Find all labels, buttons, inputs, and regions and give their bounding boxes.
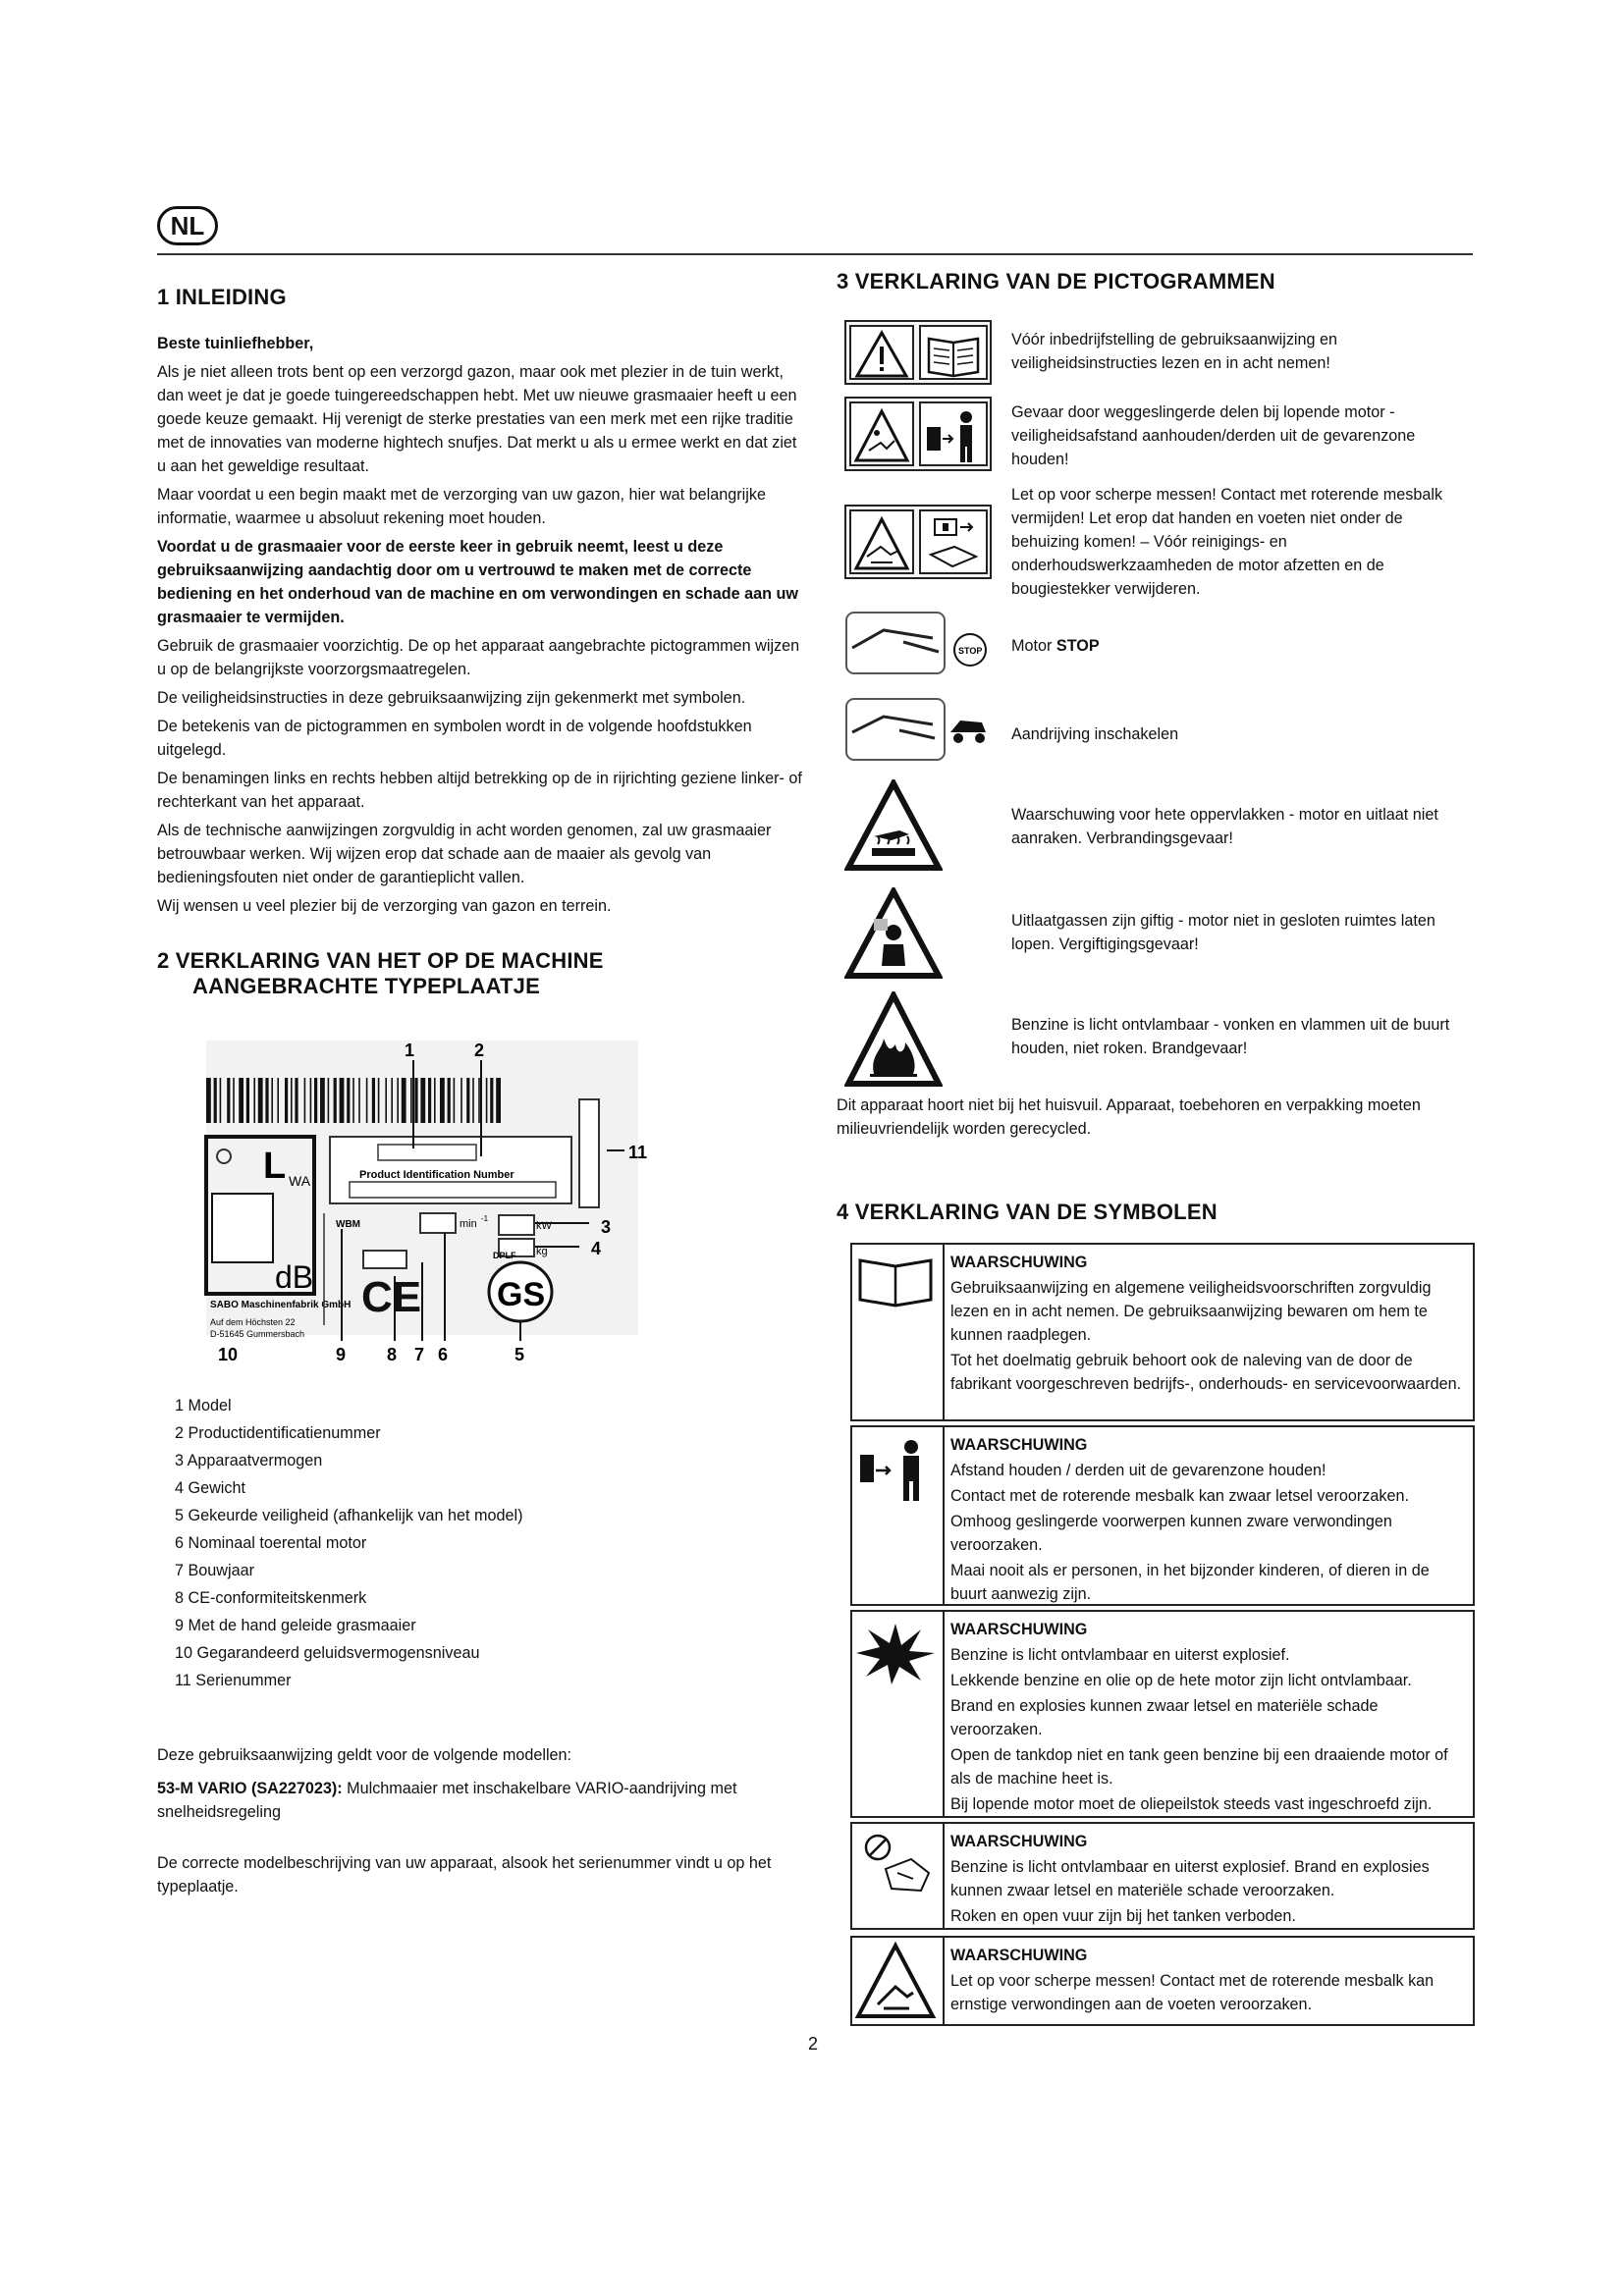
manual-book-icon: [919, 325, 988, 380]
symbol-title: WAARSCHUWING: [950, 1621, 1088, 1638]
symbol-title: WAARSCHUWING: [950, 1947, 1088, 1964]
symbol-row: [850, 1425, 1475, 1606]
symbol-description: [950, 1433, 1465, 1608]
kw-label: kW: [536, 1220, 552, 1232]
pin-label: Product Identification Number: [359, 1169, 514, 1181]
legend-item: 8 CE-conformiteitskenmerk: [175, 1589, 367, 1607]
intro-paragraph-8: Als de technische aanwijzingen zorgvuldig in acht worden genomen, zal uw grasmaaier betrouwbaar werken. Wij wijzen erop dat schade aan de maaier als gevolg van bedieningsfouten niet onder de garantieplicht vallen.: [157, 822, 772, 886]
symbol-line: Brand en explosies kunnen zwaar letsel en materiële schade veroorzaken.: [950, 1697, 1379, 1738]
warning-triangle-icon: [849, 325, 914, 380]
section4-heading: 4 VERKLARING VAN DE SYMBOLEN: [837, 1200, 1218, 1224]
symbol-description: [950, 1830, 1465, 1930]
callout-4: 4: [591, 1239, 602, 1258]
type-plate-legend: [175, 1392, 764, 1694]
pictogram-item: [844, 397, 1473, 471]
model-description: [157, 1777, 805, 1824]
sharp-blade-icon: [849, 509, 914, 574]
section2-heading-line1: 2 VERKLARING VAN HET OP DE MACHINE: [157, 948, 604, 973]
fire-hazard-icon: [844, 991, 943, 1090]
explosion-icon: [852, 1612, 945, 1816]
intro-paragraph-1: Als je niet alleen trots bent op een verzorgd gazon, maar ook met plezier in de tuin werkt, dan weet je dat je goede tuingereedschappen hebt. Met uw nieuwe grasmaaier heeft u een goede keuze gemaakt. Hij verenigt de sterke prestaties van een merk met een rijke traditie met de innovaties van moderne hightech snufjes. Dat merkt u als u ermee werkt en dat ziet u aan het geweldige resultaat.: [157, 363, 797, 475]
db-symbol: dB: [275, 1259, 314, 1295]
pictogram-description: Waarschuwing voor hete oppervlakken - motor en uitlaat niet aanraken. Verbrandingsgevaar!: [1011, 806, 1438, 847]
legend-item: 6 Nominaal toerental motor: [175, 1534, 367, 1552]
motor-stop-icon: [844, 609, 992, 683]
legend-item: 2 Productidentificatienummer: [175, 1424, 381, 1442]
callout-6: 6: [438, 1345, 449, 1364]
symbol-line: Maai nooit als er personen, in het bijzonder kinderen, of dieren in de buurt aanwezig zijn.: [950, 1562, 1430, 1603]
gs-mark: GS: [497, 1276, 546, 1313]
section2-heading-line2: AANGEBRACHTE TYPEPLAATJE: [192, 974, 540, 998]
greeting: Beste tuinliefhebber,: [157, 335, 314, 352]
motor-stop-bold: STOP: [1056, 637, 1100, 655]
model-name: 53-M VARIO (SA227023):: [157, 1780, 343, 1797]
symbol-row: [850, 1610, 1475, 1818]
min-superscript: -1: [481, 1214, 489, 1223]
section1-body: [157, 332, 805, 923]
pictogram-item: [844, 486, 1473, 598]
manual-book-icon: [852, 1245, 945, 1419]
maker-address-1: Auf dem Höchsten 22: [210, 1317, 296, 1327]
models-intro: Deze gebruiksaanwijzing geldt voor de volgende modellen:: [157, 1746, 572, 1764]
callout-2: 2: [474, 1041, 485, 1060]
toxic-fumes-icon: [844, 887, 943, 982]
pictogram-description: Uitlaatgassen zijn giftig - motor niet in gesloten ruimtes laten lopen. Vergiftigingsgevaar!: [1011, 912, 1435, 953]
pictogram-description: [1011, 634, 1473, 658]
pictogram-label: [844, 505, 992, 579]
pictogram-item: [844, 887, 1473, 982]
symbol-title: WAARSCHUWING: [950, 1254, 1088, 1271]
stop-sign-label: STOP: [958, 646, 983, 656]
legend-item: 3 Apparaatvermogen: [175, 1452, 323, 1469]
models-block: [157, 1743, 805, 1903]
intro-paragraph-9: Wij wensen u veel plezier bij de verzorging van gazon en terrein.: [157, 897, 612, 915]
dplf-label: DPLF: [493, 1251, 516, 1260]
hot-surface-icon: [844, 779, 943, 874]
lwa-subscript: WA: [289, 1173, 311, 1189]
symbol-description: [950, 1618, 1465, 1818]
intro-paragraph-4: Gebruik de grasmaaier voorzichtig. De op het apparaat aangebrachte pictogrammen wijzen u op de belangrijkste voorzorgsmaatregelen.: [157, 637, 800, 678]
intro-paragraph-2: Maar voordat u een begin maakt met de verzorging van uw gazon, hier wat belangrijke informatie, waarmee u absoluut rekening moet houden.: [157, 486, 766, 527]
legend-item: 11 Serienummer: [175, 1672, 292, 1689]
intro-paragraph-3: Voordat u de grasmaaier voor de eerste keer in gebruik neemt, leest u deze gebruiksaanwijzing aandachtig door om u vertrouwd te maken met de correcte bediening en het onderhoud van de machine en om verwondingen en schade aan uw grasmaaier te vermijden.: [157, 538, 799, 626]
page-number: 2: [807, 2034, 818, 2054]
section1-heading: 1 INLEIDING: [157, 285, 287, 309]
symbol-line: Tot het doelmatig gebruik behoort ook de naleving van de door de fabrikant voorgeschreven bedrijfs-, onderhouds- en servicevoorwaarden.: [950, 1352, 1462, 1393]
legend-item: 9 Met de hand geleide grasmaaier: [175, 1617, 416, 1634]
symbol-line: Omhoog geslingerde voorwerpen kunnen zware verwondingen veroorzaken.: [950, 1513, 1392, 1554]
pictogram-description: Let op voor scherpe messen! Contact met roterende mesbalk vermijden! Let erop dat handen en voeten niet onder de behuizing komen! – Vóór reinigings- en onderhoudswerkzaamheden de motor afzetten en de bougiestekker verwijderen.: [1011, 486, 1443, 598]
model-desc: Mulchmaaier met inschakelbare VARIO-aandrijving met snelheidsregeling: [157, 1780, 737, 1821]
pictogram-description: Benzine is licht ontvlambaar - vonken en vlammen uit de buurt houden, niet roken. Brandgevaar!: [1011, 1016, 1450, 1057]
callout-11: 11: [628, 1143, 648, 1162]
spark-plug-icon: [919, 509, 988, 574]
disposal-note: Dit apparaat hoort niet bij het huisvuil. Apparaat, toebehoren en verpakking moeten milieuvriendelijk worden gerecycled.: [837, 1096, 1421, 1138]
pictogram-label: [844, 397, 992, 471]
pictogram-description: Vóór inbedrijfstelling de gebruiksaanwijzing en veiligheidsinstructies lezen en in acht nemen!: [1011, 331, 1338, 372]
min-label: min: [460, 1218, 477, 1230]
blade-foot-warning-icon: [852, 1938, 945, 2024]
callout-8: 8: [387, 1345, 398, 1364]
symbol-line: Open de tankdop niet en tank geen benzine bij een draaiende motor of als de machine heet is.: [950, 1746, 1448, 1788]
symbol-line: Afstand houden / derden uit de gevarenzone houden!: [950, 1462, 1326, 1479]
symbol-line: Roken en open vuur zijn bij het tanken verboden.: [950, 1907, 1296, 1925]
pictogram-item: [844, 991, 1473, 1090]
callout-3: 3: [601, 1217, 612, 1237]
symbol-row: [850, 1936, 1475, 2026]
legend-item: 7 Bouwjaar: [175, 1562, 254, 1579]
symbol-title: WAARSCHUWING: [950, 1833, 1088, 1850]
thrown-objects-icon: [849, 401, 914, 466]
intro-paragraph-5: De veiligheidsinstructies in deze gebruiksaanwijzing zijn gekenmerkt met symbolen.: [157, 689, 746, 707]
pictogram-item: [844, 779, 1473, 874]
maker-address-2: D-51645 Gummersbach: [210, 1329, 305, 1339]
symbol-line: Bij lopende motor moet de oliepeilstok steeds vast ingeschroefd zijn.: [950, 1795, 1433, 1813]
callout-10: 10: [218, 1345, 239, 1364]
motor-stop-text: Motor: [1011, 637, 1056, 655]
intro-paragraph-7: De benamingen links en rechts hebben altijd betrekking op de in rijrichting geziene linker- of rechterkant van het apparaat.: [157, 770, 802, 811]
header-rule: [157, 253, 1473, 255]
serial-note: De correcte modelbeschrijving van uw apparaat, alsook het serienummer vindt u op het typeplaatje.: [157, 1854, 772, 1896]
callout-9: 9: [336, 1345, 347, 1364]
callout-7: 7: [414, 1345, 425, 1364]
symbol-title: WAARSCHUWING: [950, 1436, 1088, 1454]
no-smoking-refuel-icon: [852, 1824, 945, 1928]
symbol-description: [950, 1251, 1465, 1398]
legend-item: 1 Model: [175, 1397, 232, 1415]
section3-heading: 3 VERKLARING VAN DE PICTOGRAMMEN: [837, 269, 1275, 294]
type-plate-diagram: [196, 1031, 687, 1384]
legend-item: 10 Gegarandeerd geluidsvermogensniveau: [175, 1644, 480, 1662]
callout-5: 5: [514, 1345, 525, 1364]
engage-drive-icon: [844, 693, 992, 768]
symbol-line: Let op voor scherpe messen! Contact met de roterende mesbalk kan ernstige verwondingen aan de voeten veroorzaken.: [950, 1972, 1435, 2013]
kg-label: kg: [536, 1246, 548, 1257]
symbol-line: Contact met de roterende mesbalk kan zwaar letsel veroorzaken.: [950, 1487, 1409, 1505]
symbol-line: Benzine is licht ontvlambaar en uiterst explosief. Brand en explosies kunnen zwaar letsel en materiële schade veroorzaken.: [950, 1858, 1430, 1899]
symbol-description: [950, 1944, 1465, 2018]
legend-item: 4 Gewicht: [175, 1479, 245, 1497]
intro-paragraph-6: De betekenis van de pictogrammen en symbolen wordt in de volgende hoofdstukken uitgelegd.: [157, 718, 752, 759]
pictogram-description: Aandrijving inschakelen: [1011, 725, 1179, 743]
pictogram-item: [844, 693, 1473, 768]
symbol-row: [850, 1822, 1475, 1930]
symbol-row: [850, 1243, 1475, 1421]
ce-mark: CE: [361, 1273, 422, 1321]
pictogram-item: [844, 609, 1473, 683]
maker-name: SABO Maschinenfabrik GmbH: [210, 1300, 352, 1310]
pictogram-item: [844, 320, 1473, 385]
wbm-label: WBM: [336, 1219, 360, 1230]
legend-item: 5 Gekeurde veiligheid (afhankelijk van het model): [175, 1507, 523, 1524]
keep-distance-icon: [852, 1427, 945, 1604]
lwa-symbol: L: [263, 1146, 287, 1187]
language-badge: NL: [157, 206, 218, 245]
pictogram-label: [844, 320, 992, 385]
symbol-line: Lekkende benzine en olie op de hete motor zijn licht ontvlambaar.: [950, 1672, 1412, 1689]
keep-distance-icon: [919, 401, 988, 466]
callout-1: 1: [405, 1041, 415, 1060]
serial-box: [579, 1099, 599, 1207]
pictogram-description: Gevaar door weggeslingerde delen bij lopende motor - veiligheidsafstand aanhouden/derden uit de gevarenzone houden!: [1011, 403, 1416, 468]
symbol-line: Benzine is licht ontvlambaar en uiterst explosief.: [950, 1646, 1290, 1664]
symbol-line: Gebruiksaanwijzing en algemene veiligheidsvoorschriften zorgvuldig lezen en in acht nemen. De gebruiksaanwijzing bewaren om hem te kunnen raadplegen.: [950, 1279, 1432, 1344]
